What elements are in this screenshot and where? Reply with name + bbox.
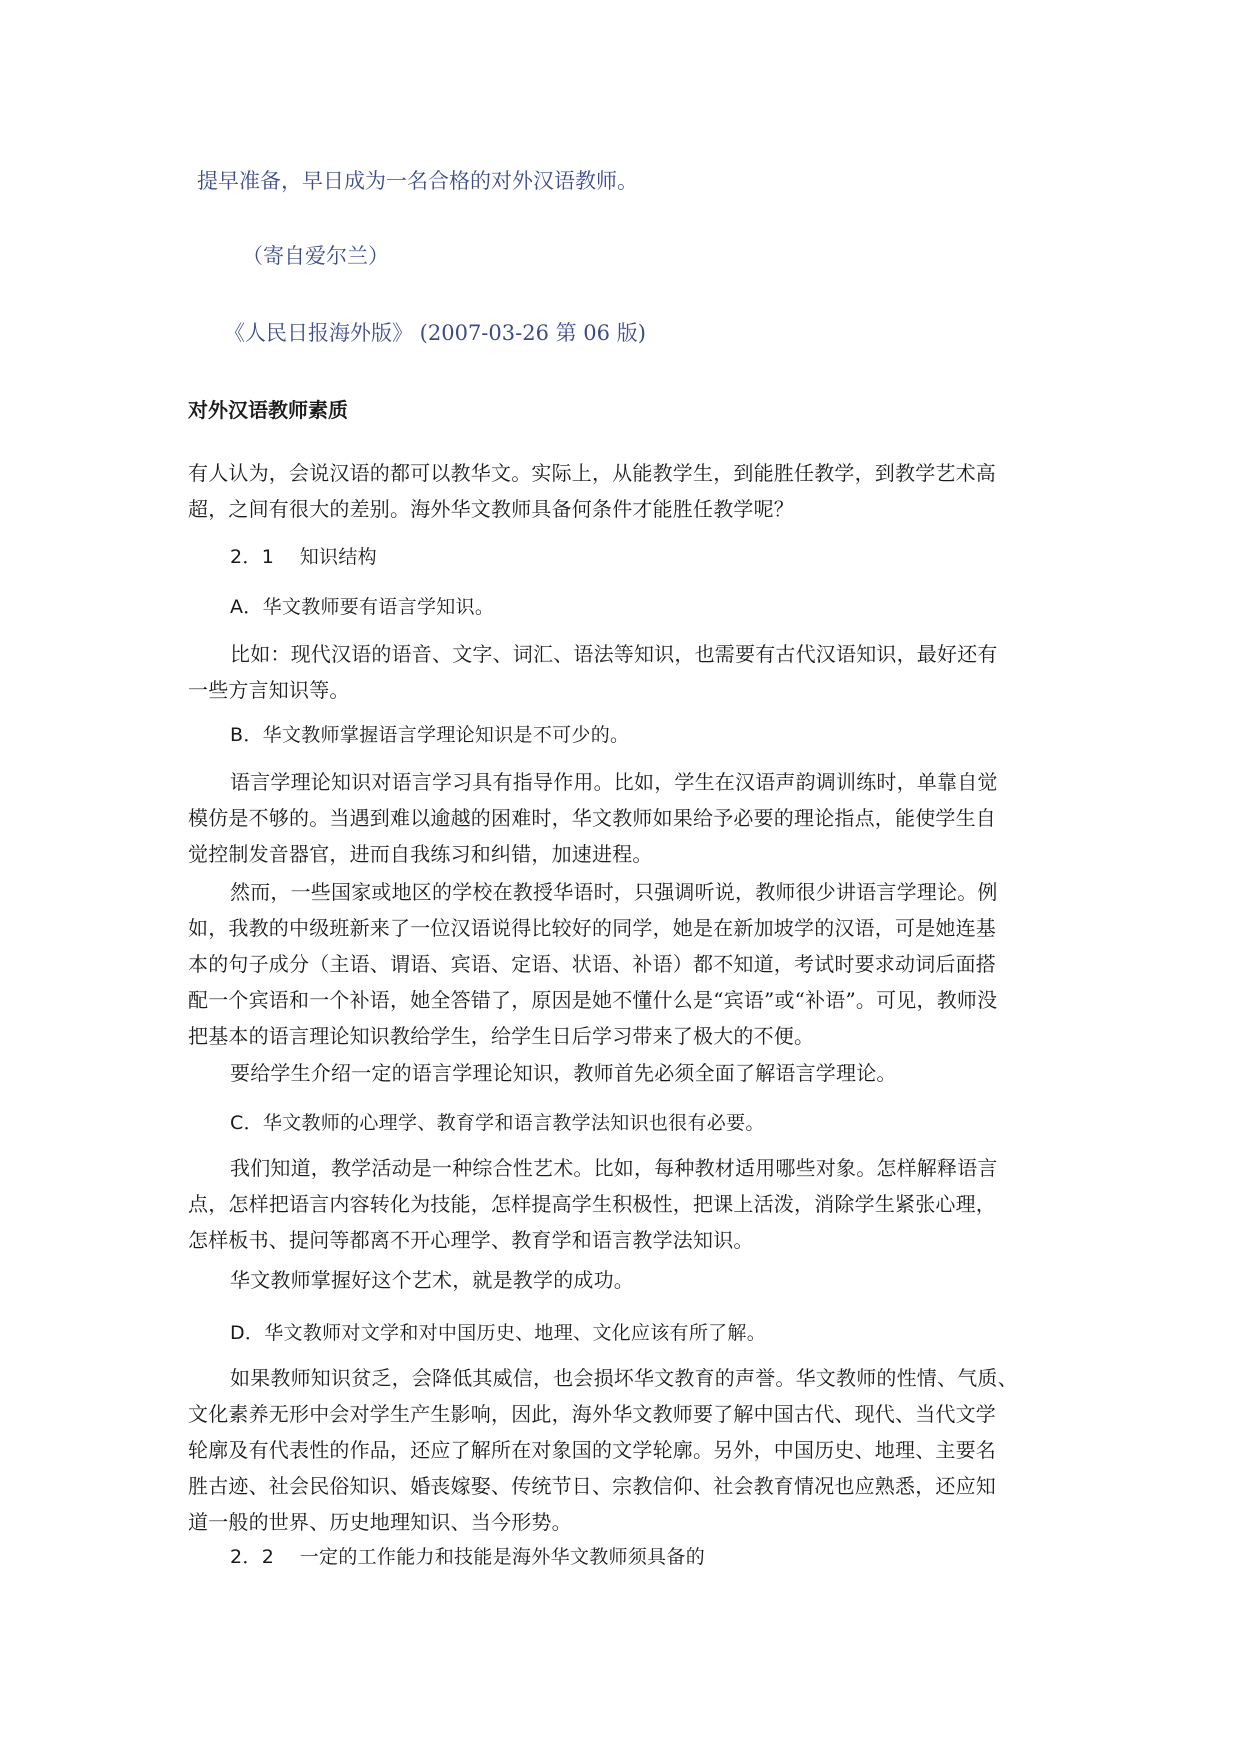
text-line: 比如：现代汉语的语音、文字、词汇、语法等知识，也需要有古代汉语知识，最好还有 [230,642,998,666]
point-d: D．华文教师对文学和对中国历史、地理、文化应该有所了解。 [230,1322,767,1344]
text-line: 道一般的世界、历史地理知识、当今形势。 [188,1510,572,1534]
paragraph-c2: 华文教师掌握好这个艺术，就是教学的成功。 [230,1268,634,1292]
point-b: B．华文教师掌握语言学理论知识是不可少的。 [230,724,630,746]
text-line: 觉控制发音器官，进而自我练习和纠错，加速进程。 [188,842,653,866]
text-line: 如，我教的中级班新来了一位汉语说得比较好的同学，她是在新加坡学的汉语，可是她连基 [188,916,996,940]
paragraph-a [188,636,998,708]
text-line: 超，之间有很大的差别。海外华文教师具备何条件才能胜任教学呢？ [188,497,794,521]
source-line: 《人民日报海外版》 (2007-03-26 第 06 版) [224,321,646,345]
text-line: 语言学理论知识对语言学习具有指导作用。比如，学生在汉语声韵调训练时，单靠自觉 [230,770,998,794]
paragraph-d [188,1360,1018,1540]
text-line: 有人认为，会说汉语的都可以教华文。实际上，从能教学生，到能胜任教学，到教学艺术高 [188,461,996,485]
text-line: 我们知道，教学活动是一种综合性艺术。比如，每种教材适用哪些对象。怎样解释语言 [230,1156,998,1180]
section-heading-2-2: 2．2 一定的工作能力和技能是海外华文教师须具备的 [230,1546,706,1568]
article-title: 对外汉语教师素质 [188,398,348,422]
text-line: 胜古迹、社会民俗知识、婚丧嫁娶、传统节日、宗教信仰、社会教育情况也应熟悉，还应知 [188,1474,996,1498]
text-line: 模仿是不够的。当遇到难以逾越的困难时，华文教师如果给予必要的理论指点，能使学生自 [188,806,996,830]
text-line: 文化素养无形中会对学生产生影响，因此，海外华文教师要了解中国古代、现代、当代文学 [188,1402,996,1426]
section-heading-2-1: 2．1 知识结构 [230,546,377,568]
point-a: A．华文教师要有语言学知识。 [230,596,495,618]
paragraph-b1 [188,764,998,872]
text-line: 怎样板书、提问等都离不开心理学、教育学和语言教学法知识。 [188,1228,754,1252]
text-line: 一些方言知识等。 [188,678,350,702]
paragraph-b2 [188,874,998,1054]
intro-paragraph [188,455,996,527]
sent-from-line: （寄自爱尔兰） [242,244,389,268]
text-line: 把基本的语言理论知识教给学生，给学生日后学习带来了极大的不便。 [188,1024,815,1048]
text-line: 轮廓及有代表性的作品，还应了解所在对象国的文学轮廓。另外，中国历史、地理、主要名 [188,1438,996,1462]
point-c: C．华文教师的心理学、教育学和语言教学法知识也很有必要。 [230,1112,765,1134]
text-line: 配一个宾语和一个补语，她全答错了，原因是她不懂什么是“宾语”或“补语”。可见，教师没 [188,988,998,1012]
closing-line: 提早准备，早日成为一名合格的对外汉语教师。 [197,169,638,193]
text-line: 如果教师知识贫乏，会降低其威信，也会损坏华文教育的声誉。华文教师的性情、气质、 [230,1366,1018,1390]
text-line: 点，怎样把语言内容转化为技能，怎样提高学生积极性，把课上活泼，消除学生紧张心理， [188,1192,996,1216]
text-line: 本的句子成分（主语、谓语、宾语、定语、状语、补语）都不知道，考试时要求动词后面搭 [188,952,996,976]
paragraph-b3: 要给学生介绍一定的语言学理论知识，教师首先必须全面了解语言学理论。 [230,1061,897,1085]
text-line: 然而，一些国家或地区的学校在教授华语时，只强调听说，教师很少讲语言学理论。例 [230,880,998,904]
paragraph-c1 [188,1150,998,1258]
